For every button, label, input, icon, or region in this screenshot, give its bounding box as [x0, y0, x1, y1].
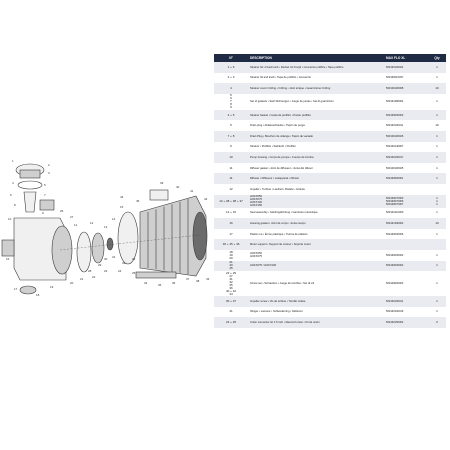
quantity-cell: 2: [428, 317, 446, 328]
description-cell: Screw set • Schrauben • Juego de tornillos • Set di viti: [248, 271, 384, 296]
terminal-box-part: [150, 190, 168, 200]
table-row: [214, 152, 446, 163]
part-number-cell: 41: [214, 307, 248, 318]
header-quantity: Qty: [428, 54, 446, 62]
description-cell: Motor support • Support de moteur • Soporte motor: [248, 239, 384, 250]
reference-cell: 500130100011: [384, 296, 428, 307]
quantity-cell: 1: [428, 173, 446, 184]
reference-cell: 500130100025: [384, 163, 428, 174]
reference-cell: 500130100008: [384, 83, 428, 94]
callout-label: 3: [48, 171, 50, 175]
callout-label: 5: [44, 183, 46, 187]
callout-label: 15: [120, 205, 124, 209]
table-row: [214, 184, 446, 195]
impeller-part: [92, 233, 104, 263]
callout-label: 41: [190, 189, 194, 193]
table-row: [214, 208, 446, 219]
description-cell: Seal assembly • Gleitringdichtung • Garniture mécanique: [248, 208, 384, 219]
part-number-cell: 5: [214, 120, 248, 131]
callout-label: 18: [36, 293, 40, 297]
motor-fan-cover-part: [193, 212, 207, 260]
table-row: [214, 317, 446, 328]
table-header-row: [214, 54, 446, 62]
reference-cell: 500130140007: [384, 142, 428, 153]
callout-label: 27: [70, 215, 74, 219]
part-number-cell: 5 6 7 8 9: [214, 94, 248, 110]
part-number-cell: 17: [214, 229, 248, 240]
table-row: [214, 142, 446, 153]
callout-label: 28: [88, 269, 92, 273]
callout-label: 8: [14, 203, 16, 207]
table-row: [214, 261, 446, 272]
quantity-cell: 1 1 1: [428, 195, 446, 208]
reference-cell: 500130000002: [384, 261, 428, 272]
quantity-cell: 1: [428, 131, 446, 142]
part-number-cell: 10: [214, 152, 248, 163]
table-row: [214, 110, 446, 121]
quantity-cell: 10: [428, 120, 446, 131]
housing-flange-part: [52, 226, 72, 274]
reference-cell: 500130000003: [384, 110, 428, 121]
part-number-cell: 30 + 37: [214, 296, 248, 307]
reference-cell: [384, 239, 428, 250]
callout-label: 17: [14, 287, 18, 291]
description-cell: HOFX050 HOFX075: [248, 250, 384, 261]
callout-label: 23: [104, 269, 108, 273]
quantity-cell: 1: [428, 163, 446, 174]
table-row: [214, 120, 446, 131]
callout-label: 2: [48, 163, 50, 167]
reference-cell: 500131380004: [384, 94, 428, 110]
table-row: [214, 218, 446, 229]
table-row: [214, 307, 446, 318]
callout-label: 21: [80, 277, 84, 281]
quantity-cell: 1: [428, 62, 446, 73]
reference-cell: 500130070003 500130070006 500130070007: [384, 195, 428, 208]
callout-label: 45: [136, 199, 140, 203]
callout-label: 37: [186, 277, 190, 281]
part-number-cell: 18 19 20: [214, 250, 248, 261]
table-row: [214, 131, 446, 142]
callout-label: 4: [12, 181, 14, 185]
quantity-cell: 1: [428, 110, 446, 121]
callout-label: 34: [144, 281, 148, 285]
callout-label: 40: [176, 185, 180, 189]
part-number-cell: 7 + 8: [214, 131, 248, 142]
callout-label: 7: [44, 193, 46, 197]
description-cell: Strainer basket • Cesta de prefiltro • Panier préfiltre: [248, 110, 384, 121]
table-row: [214, 62, 446, 73]
quantity-cell: 1: [428, 142, 446, 153]
table-row: [214, 250, 446, 261]
table-row: [214, 94, 446, 110]
quantity-cell: 10: [428, 218, 446, 229]
description-cell: Diffuser gasket • Joint de diffuseur • Junta del difusor: [248, 163, 384, 174]
part-number-cell: 4 + 5: [214, 110, 248, 121]
callout-label: 25: [132, 271, 136, 275]
part-number-cell: 9: [214, 142, 248, 153]
part-number-cell: 2 + 3: [214, 73, 248, 84]
quantity-cell: 1: [428, 271, 446, 296]
reference-cell: 500131410000: [384, 208, 428, 219]
part-number-cell: 4: [214, 83, 248, 94]
callout-label: 36: [172, 281, 176, 285]
reference-cell: 500130100026: [384, 131, 428, 142]
callout-label: 31: [112, 255, 116, 259]
part-number-cell: 12: [214, 184, 248, 195]
part-number-cell: 11: [214, 163, 248, 174]
callout-label: 11: [74, 223, 78, 227]
quantity-cell: 1: [428, 208, 446, 219]
description-cell: Strainer • Préfiltre • Siebkorb • Prefiltro: [248, 142, 384, 153]
callout-label: 33: [132, 257, 136, 261]
quantity-cell: 10: [428, 83, 446, 94]
callout-label: 1: [12, 159, 14, 163]
strainer-lid-knob-part: [20, 170, 40, 178]
table-row: [214, 229, 446, 240]
header-reference: MAX FLO XL: [384, 54, 428, 62]
table-row: [214, 271, 446, 296]
callout-label: 12: [90, 221, 94, 225]
oring-part: [18, 181, 42, 189]
reference-cell: 500130100024: [384, 62, 428, 73]
quantity-cell: 1: [428, 94, 446, 110]
callout-label: 20: [70, 281, 74, 285]
part-number-cell: 23 + 25 27 31 32 35 36 40 + 42 44: [214, 271, 248, 296]
callout-label: 43: [206, 277, 210, 281]
callout-label: 38: [196, 279, 200, 283]
union-connector-top-part: [40, 200, 54, 210]
pump-exploded-diagram: [0, 140, 212, 340]
callout-label: 13: [104, 225, 108, 229]
callout-label: 30: [104, 257, 108, 261]
part-number-cell: 21 40 45: [214, 261, 248, 272]
description-cell: Union connector kit 1.5 inch • Raccord union • Kit de unión: [248, 317, 384, 328]
reference-cell: [384, 184, 428, 195]
description-cell: HOFX050 HOFX075 HOFX100 HOFX150: [248, 195, 384, 208]
part-number-cell: 1 + 6: [214, 62, 248, 73]
table-row: [214, 73, 446, 84]
table-row: [214, 296, 446, 307]
description-cell: Impeller screw • Vis de turbine • Tornillo rodete: [248, 296, 384, 307]
description-cell: Drain Plug • Bouchon de vidange • Tapón de vaciado: [248, 131, 384, 142]
quantity-cell: 1: [428, 73, 446, 84]
description-cell: Pump housing • Corps de pompe • Cuerpo de bomba: [248, 152, 384, 163]
callout-label: 16: [6, 257, 10, 261]
callout-label: 32: [122, 261, 126, 265]
callout-label: 10: [8, 217, 12, 221]
callout-label: 24: [118, 269, 122, 273]
diffuser-part: [77, 232, 91, 272]
union-connector-left-part: [2, 240, 14, 256]
callout-label: 6: [10, 193, 12, 197]
description-cell: Diffuser • Diffuseur • Leitapparat • Difusor: [248, 173, 384, 184]
description-cell: HOFX075 / HOFX100: [248, 261, 384, 272]
reference-cell: 500130150002: [384, 317, 428, 328]
quantity-cell: 1: [428, 229, 446, 240]
callout-label: 22: [92, 275, 96, 279]
description-cell: Strainer lid • Fixed knob • Deckel mit Knopf • Couvercle préfiltre • Tapa prefiltro: [248, 62, 384, 73]
quantity-cell: 1: [428, 307, 446, 318]
reference-cell: 500130500001: [384, 173, 428, 184]
table-row: [214, 239, 446, 250]
part-number-cell: 14 + 15: [214, 208, 248, 219]
callout-label: 35: [158, 283, 162, 287]
header-number: N°: [214, 54, 248, 62]
table-row: [214, 195, 446, 208]
callout-label: 44: [120, 195, 124, 199]
description-cell: Drain plug • Ablassschraube • Tapón de purga: [248, 120, 384, 131]
callout-label: 19: [50, 285, 54, 289]
reference-cell: 500130000006: [384, 229, 428, 240]
description-cell: Set of gaskets • Satz Dichtungen • Juego de juntas • Set di guarnizioni: [248, 94, 384, 110]
description-cell: Slinger • Lanceur • Schleuderring • Deflector: [248, 307, 384, 318]
description-cell: Plastic nut • Écrou plastique • Tuerca de plástico: [248, 229, 384, 240]
reference-cell: 500131390002: [384, 218, 428, 229]
callout-label: 26: [60, 209, 64, 213]
reference-cell: 500130000002: [384, 250, 428, 261]
part-number-cell: 24 + 25: [214, 317, 248, 328]
callout-label: 29: [98, 263, 102, 267]
quantity-cell: [428, 184, 446, 195]
quantity-cell: 1: [428, 296, 446, 307]
reference-cell: 500130100017: [384, 152, 428, 163]
quantity-cell: 1: [428, 261, 446, 272]
drain-plug-part: [20, 286, 36, 294]
part-number-cell: 13 + 28 + 38 + 37: [214, 195, 248, 208]
table-row: [214, 83, 446, 94]
table-row: [214, 163, 446, 174]
reference-cell: 500129600003: [384, 271, 428, 296]
callout-label: 9: [42, 211, 44, 215]
quantity-cell: 1: [428, 152, 446, 163]
callout-label: 39: [160, 181, 164, 185]
callout-label: 42: [204, 197, 208, 201]
part-number-cell: 18 + 45 + 46: [214, 239, 248, 250]
reference-cell: 500130100011: [384, 120, 428, 131]
reference-cell: 500130100016: [384, 307, 428, 318]
motor-feet-part: [136, 272, 176, 278]
part-number-cell: 16: [214, 218, 248, 229]
callout-label: 14: [112, 217, 116, 221]
description-cell: Impeller • Turbine • Laufrad • Rodete • Girante: [248, 184, 384, 195]
description-cell: Housing gasket • Joint de corps • Junta cuerpo: [248, 218, 384, 229]
reference-cell: 500130010037: [384, 73, 428, 84]
mechanical-seal-part: [107, 238, 113, 250]
part-number-cell: 11: [214, 173, 248, 184]
description-cell: Strainer cover O-Ring • O-Ring • Joint torique • Guarnizione O-Ring: [248, 83, 384, 94]
strainer-basket-part: [24, 192, 36, 212]
header-description: DESCRIPTION: [248, 54, 384, 62]
spare-parts-table: [214, 54, 446, 328]
description-cell: Strainer lid and knob • Tapa de prefiltro • Couvercle: [248, 73, 384, 84]
quantity-cell: [428, 239, 446, 250]
table-row: [214, 173, 446, 184]
quantity-cell: 1: [428, 250, 446, 261]
